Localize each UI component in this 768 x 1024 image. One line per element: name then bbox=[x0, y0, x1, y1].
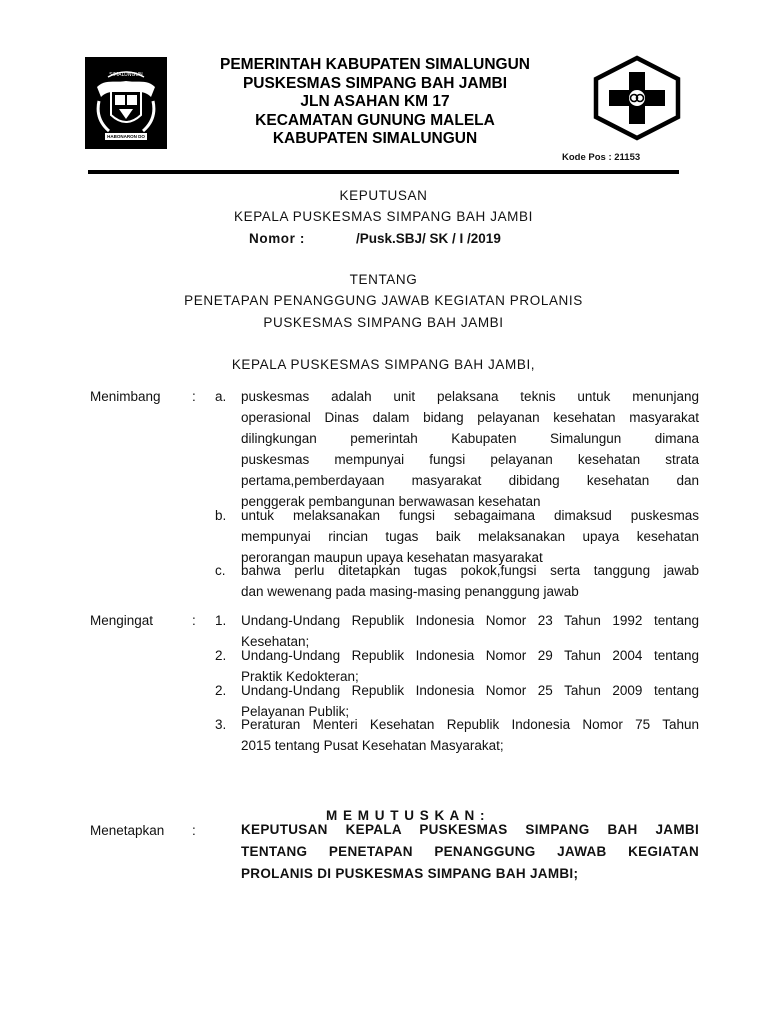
mengingat-line: Pelayanan Publik; bbox=[241, 704, 350, 719]
mengingat-line: Undang-Undang Republik Indonesia Nomor 23 Tahun 1992 tentang bbox=[241, 613, 699, 628]
menimbang-a-line: puskesmas adalah unit pelaksana teknis untuk menunjang bbox=[241, 389, 699, 404]
menimbang-a-line: penggerak pembangunan berwawasan kesehatan bbox=[241, 494, 541, 509]
mengingat-line: Kesehatan; bbox=[241, 634, 310, 649]
menimbang-c-line: dan wewenang pada masing-masing penanggung jawab bbox=[241, 584, 579, 599]
menimbang-b-line: untuk melaksanakan fungsi sebagaimana dimaksud puskesmas bbox=[241, 508, 699, 523]
decree-subject-line-2: PUSKESMAS SIMPANG BAH JAMBI bbox=[263, 315, 504, 330]
menimbang-a-line: puskesmas mempunyai fungsi pelayanan kesehatan strata bbox=[241, 452, 699, 467]
letterhead-divider bbox=[88, 170, 679, 174]
menimbang-colon: : bbox=[192, 389, 196, 404]
mengingat-label: Mengingat bbox=[90, 613, 154, 628]
letterhead-line-4: KECAMATAN GUNUNG MALELA bbox=[255, 111, 495, 129]
menimbang-item-a bbox=[241, 386, 699, 512]
menetapkan-text bbox=[241, 819, 699, 885]
mengingat-item-mark: 3. bbox=[215, 717, 227, 732]
issuer-heading: KEPALA PUSKESMAS SIMPANG BAH JAMBI, bbox=[231, 357, 536, 372]
decree-heading: KEPUTUSAN bbox=[339, 188, 428, 203]
mengingat-line: Undang-Undang Republik Indonesia Nomor 25 Tahun 2009 tentang bbox=[241, 683, 699, 698]
letterhead-line-1: PEMERINTAH KABUPATEN SIMALUNGUN bbox=[220, 56, 530, 73]
regency-coat-of-arms-icon bbox=[85, 57, 167, 149]
mengingat-item-mark: 2. bbox=[215, 648, 227, 663]
mengingat-colon: : bbox=[192, 613, 196, 628]
letterhead-line-5: KABUPATEN SIMALUNGUN bbox=[272, 130, 478, 147]
mengingat-line: Undang-Undang Republik Indonesia Nomor 29 Tahun 2004 tentang bbox=[241, 648, 699, 663]
mengingat-line: 2015 tentang Pusat Kesehatan Masyarakat; bbox=[241, 738, 504, 753]
menimbang-item-mark: c. bbox=[215, 563, 226, 578]
mengingat-line: Peraturan Menteri Kesehatan Republik Indonesia Nomor 75 Tahun bbox=[241, 717, 699, 732]
menimbang-a-line: dilingkungan pemerintah Kabupaten Simalungun dimana bbox=[241, 431, 699, 446]
menimbang-a-line: pertama,pemberdayaan masyarakat dibidang kesehatan dan bbox=[241, 473, 699, 488]
letterhead-line-3: JLN ASAHAN KM 17 bbox=[300, 93, 450, 110]
mengingat-item-mark: 1. bbox=[215, 613, 227, 628]
menimbang-item-mark: a. bbox=[215, 389, 227, 404]
menimbang-item-mark: b. bbox=[215, 508, 227, 523]
menimbang-item-c bbox=[241, 560, 699, 602]
postal-code: Kode Pos : 21153 bbox=[562, 152, 641, 163]
menetapkan-line: TENTANG PENETAPAN PENANGGUNG JAWAB KEGIATAN bbox=[241, 844, 699, 859]
menimbang-b-line: mempunyai rincian tugas baik melaksanakan upaya kesehatan bbox=[241, 529, 699, 544]
decree-number-value: /Pusk.SBJ/ SK / I /2019 bbox=[356, 231, 501, 246]
tentang-heading: TENTANG bbox=[349, 272, 418, 287]
mengingat-item-4 bbox=[241, 714, 699, 756]
memutuskan-heading: M E M U T U S K A N : bbox=[326, 808, 486, 823]
mengingat-line: Praktik Kedokteran; bbox=[241, 669, 359, 684]
menimbang-a-line: operasional Dinas dalam bidang pelayanan kesehatan masyarakat bbox=[241, 410, 699, 425]
letterhead-title bbox=[190, 56, 560, 149]
coat-of-arms-motto: HABONARON DO bbox=[107, 134, 145, 139]
menimbang-b-line: perorangan maupun upaya kesehatan masyarakat bbox=[241, 550, 543, 565]
decree-number-label: Nomor : bbox=[249, 231, 305, 246]
menetapkan-line: PROLANIS DI PUSKESMAS SIMPANG BAH JAMBI; bbox=[241, 866, 579, 881]
decree-issuer: KEPALA PUSKESMAS SIMPANG BAH JAMBI bbox=[234, 209, 533, 224]
menetapkan-colon: : bbox=[192, 823, 196, 838]
decree-subject-line-1: PENETAPAN PENANGGUNG JAWAB KEGIATAN PROLANIS bbox=[184, 293, 583, 308]
svg-text:SIMALUNGUN: SIMALUNGUN bbox=[109, 72, 143, 78]
menimbang-c-line: bahwa perlu ditetapkan tugas pokok,fungsi serta tanggung jawab bbox=[241, 563, 699, 578]
menetapkan-label: Menetapkan bbox=[90, 823, 165, 838]
letterhead-line-2: PUSKESMAS SIMPANG BAH JAMBI bbox=[242, 74, 508, 92]
puskesmas-cross-logo-icon bbox=[592, 55, 682, 141]
menetapkan-line: KEPUTUSAN KEPALA PUSKESMAS SIMPANG BAH JAMBI bbox=[241, 822, 699, 837]
menimbang-item-b bbox=[241, 505, 699, 568]
menimbang-label: Menimbang bbox=[90, 389, 161, 404]
mengingat-item-mark: 2. bbox=[215, 683, 227, 698]
